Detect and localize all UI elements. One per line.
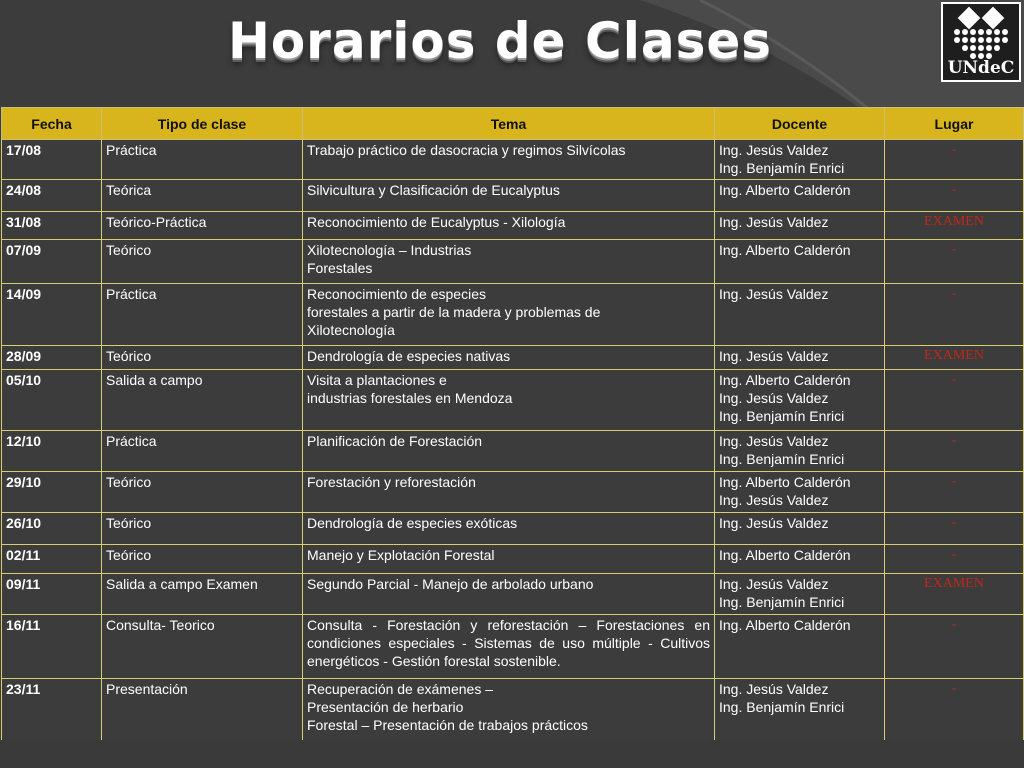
cell-fecha: 23/11 <box>2 679 102 743</box>
cell-tema: Forestación y reforestación <box>303 472 715 513</box>
cell-docente: Ing. Alberto Calderón <box>715 240 885 284</box>
header-fecha: Fecha <box>2 108 102 140</box>
cell-lugar: - <box>885 431 1024 472</box>
header-tipo: Tipo de clase <box>102 108 303 140</box>
table-row <box>2 140 1024 180</box>
cell-tipo: Teórico <box>102 240 303 284</box>
cell-docente: Ing. Jesús Valdez Ing. Benjamín Enrici <box>715 679 885 743</box>
cell-tema: Recuperación de exámenes – Presentación de herbario Forestal – Presentación de trabajos prácticos <box>303 679 715 743</box>
table-row <box>2 615 1024 679</box>
cell-tema: Segundo Parcial - Manejo de arbolado urbano <box>303 574 715 615</box>
cell-lugar: - <box>885 140 1024 180</box>
cell-tipo: Práctica <box>102 140 303 180</box>
cell-lugar: - <box>885 370 1024 431</box>
table-row <box>2 431 1024 472</box>
cell-docente: Ing. Jesús Valdez <box>715 212 885 240</box>
cell-tipo: Consulta- Teorico <box>102 615 303 679</box>
cell-tipo: Práctica <box>102 284 303 346</box>
logo-text: UNdeC <box>947 58 1015 78</box>
cell-lugar: - <box>885 180 1024 212</box>
cell-docente: Ing. Jesús Valdez <box>715 284 885 346</box>
undec-logo <box>941 2 1021 82</box>
cell-docente: Ing. Alberto Calderón Ing. Jesús Valdez <box>715 472 885 513</box>
cell-tema: Reconocimiento de Eucalyptus - Xilología <box>303 212 715 240</box>
cell-fecha: 02/11 <box>2 545 102 574</box>
cell-docente: Ing. Alberto Calderón <box>715 545 885 574</box>
table-row <box>2 513 1024 545</box>
cell-tipo: Teórico <box>102 513 303 545</box>
cell-docente: Ing. Jesús Valdez <box>715 513 885 545</box>
cell-tema: Consulta - Forestación y reforestación – Forestaciones en condiciones especiales - Sistemas de uso múltiple - Cultivos energéticos - Gestión forestal sostenible. <box>303 615 715 679</box>
cell-docente: Ing. Alberto Calderón <box>715 615 885 679</box>
cell-lugar: - <box>885 545 1024 574</box>
cell-tema: Planificación de Forestación <box>303 431 715 472</box>
cell-tipo: Práctica <box>102 431 303 472</box>
cell-lugar: EXAMEN <box>885 212 1024 240</box>
table-header-row <box>2 108 1024 140</box>
cell-tipo: Teórico <box>102 346 303 370</box>
cell-docente: Ing. Jesús Valdez Ing. Benjamín Enrici <box>715 574 885 615</box>
cell-fecha: 17/08 <box>2 140 102 180</box>
cell-tema: Dendrología de especies nativas <box>303 346 715 370</box>
cell-tipo: Presentación <box>102 679 303 743</box>
cell-tema: Trabajo práctico de dasocracia y regimos Silvícolas <box>303 140 715 180</box>
cell-docente: Ing. Alberto Calderón Ing. Jesús Valdez Ing. Benjamín Enrici <box>715 370 885 431</box>
cell-fecha: 31/08 <box>2 212 102 240</box>
cell-lugar: - <box>885 240 1024 284</box>
cell-tema: Manejo y Explotación Forestal <box>303 545 715 574</box>
cell-fecha: 07/09 <box>2 240 102 284</box>
cell-fecha: 12/10 <box>2 431 102 472</box>
cell-docente: Ing. Jesús Valdez <box>715 346 885 370</box>
cell-fecha: 05/10 <box>2 370 102 431</box>
cell-tema: Reconocimiento de especies forestales a partir de la madera y problemas de Xilotecnología <box>303 284 715 346</box>
cell-lugar: - <box>885 472 1024 513</box>
cell-fecha: 16/11 <box>2 615 102 679</box>
cell-lugar: EXAMEN <box>885 346 1024 370</box>
cell-lugar: - <box>885 284 1024 346</box>
table-row <box>2 240 1024 284</box>
cell-fecha: 26/10 <box>2 513 102 545</box>
header-docente: Docente <box>715 108 885 140</box>
cell-docente: Ing. Jesús Valdez Ing. Benjamín Enrici <box>715 431 885 472</box>
cell-lugar: - <box>885 679 1024 743</box>
table-row <box>2 346 1024 370</box>
undec-dot-grid-icon <box>943 6 1019 62</box>
cell-docente: Ing. Jesús Valdez Ing. Benjamín Enrici <box>715 140 885 180</box>
cell-lugar: - <box>885 615 1024 679</box>
schedule-table <box>1 107 1024 743</box>
table-row <box>2 545 1024 574</box>
cell-tipo: Salida a campo Examen <box>102 574 303 615</box>
cell-tipo: Teórico <box>102 472 303 513</box>
cell-tipo: Teórica <box>102 180 303 212</box>
header-lugar: Lugar <box>885 108 1024 140</box>
cell-fecha: 14/09 <box>2 284 102 346</box>
table-row <box>2 370 1024 431</box>
cell-fecha: 09/11 <box>2 574 102 615</box>
cell-fecha: 28/09 <box>2 346 102 370</box>
page-title: Horarios de Clases <box>227 12 773 70</box>
bottom-strip <box>0 740 1024 768</box>
table-row <box>2 574 1024 615</box>
cell-tema: Silvicultura y Clasificación de Eucalyptus <box>303 180 715 212</box>
table-row <box>2 284 1024 346</box>
cell-tema: Xilotecnología – Industrias Forestales <box>303 240 715 284</box>
cell-tema: Dendrología de especies exóticas <box>303 513 715 545</box>
cell-lugar: EXAMEN <box>885 574 1024 615</box>
cell-tipo: Teórico <box>102 545 303 574</box>
table-row <box>2 472 1024 513</box>
table-row <box>2 679 1024 743</box>
cell-fecha: 29/10 <box>2 472 102 513</box>
table-row <box>2 180 1024 212</box>
cell-tema: Visita a plantaciones e industrias forestales en Mendoza <box>303 370 715 431</box>
cell-lugar: - <box>885 513 1024 545</box>
cell-tipo: Teórico-Práctica <box>102 212 303 240</box>
cell-tipo: Salida a campo <box>102 370 303 431</box>
cell-docente: Ing. Alberto Calderón <box>715 180 885 212</box>
cell-fecha: 24/08 <box>2 180 102 212</box>
header-tema: Tema <box>303 108 715 140</box>
table-row <box>2 212 1024 240</box>
